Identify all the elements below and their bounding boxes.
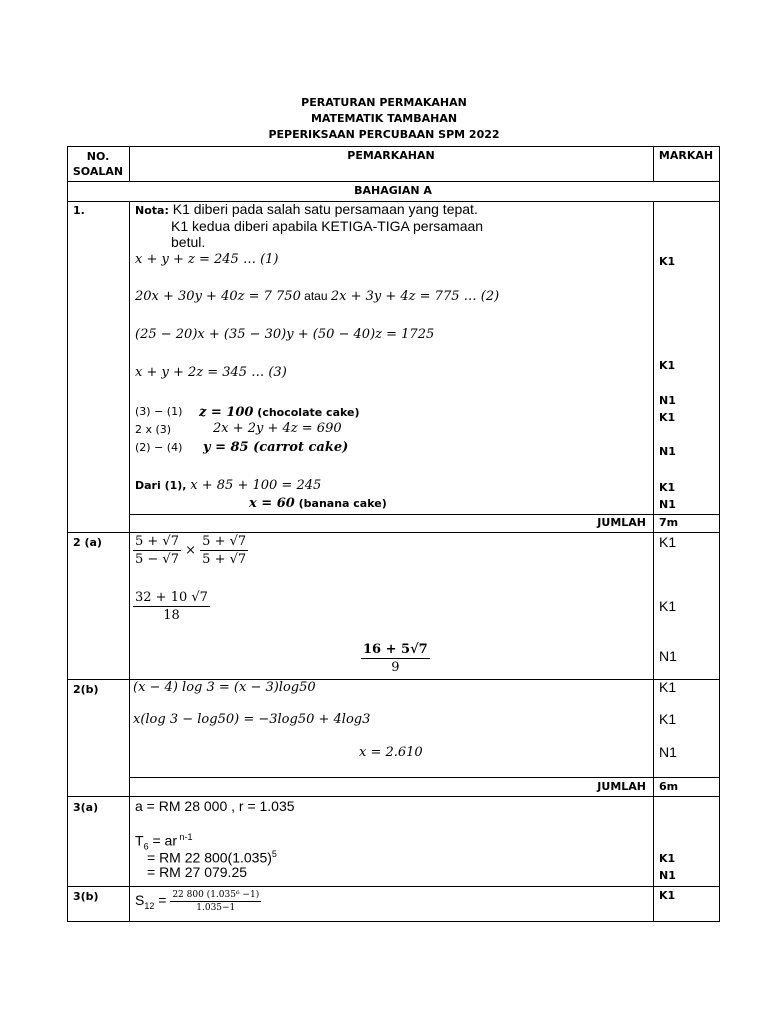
fraction [133, 534, 181, 567]
substitution-exponent: 5 [271, 849, 277, 859]
step-2-label: 2 x (3) [135, 423, 172, 436]
header-no-text: NO. [86, 150, 110, 163]
fraction-numerator: 22 800 (1.035⁶ −1) [172, 890, 260, 900]
fraction-denominator: 9 [391, 660, 400, 675]
log-equation-2: x(log 3 − log50) = −3log50 + 4log3 [133, 712, 371, 727]
question-number: 3(a) [73, 801, 99, 814]
equation-3: (25 − 20)x + (35 − 30)y + (50 − 40)z = 1725 [135, 327, 435, 342]
row-divider [67, 886, 720, 887]
fraction-denominator: 5 − √7 [135, 552, 179, 567]
question-number: 2 (a) [73, 536, 102, 549]
table-border-top [67, 146, 720, 147]
table-border-bottom [67, 921, 720, 922]
fraction [361, 642, 430, 675]
final-equation: x = 60 [249, 496, 295, 511]
sum-symbol: S [135, 892, 145, 909]
mark-k1: K1 [659, 889, 676, 902]
mark-n1: N1 [659, 869, 676, 882]
table-border-right [719, 146, 720, 922]
fraction-denominator: 1.035−1 [196, 903, 236, 913]
fraction-answer [361, 642, 430, 675]
final-answer [249, 494, 387, 512]
equation-2b: 2x + 3y + 4z = 775 … (2) [330, 289, 500, 304]
step-3-equation: y = 85 (carrot cake) [203, 440, 349, 455]
fraction-simplified [133, 590, 210, 623]
row-divider [67, 796, 720, 797]
term-symbol: T [135, 832, 144, 849]
row-divider [67, 532, 720, 533]
document-title-block [0, 95, 768, 143]
fraction [170, 890, 261, 913]
log-equation-1: (x − 4) log 3 = (x − 3)log50 [133, 680, 316, 695]
fraction-numerator: 5 + √7 [135, 534, 179, 549]
fraction-product [133, 534, 248, 567]
step-1 [199, 403, 360, 421]
nota-line-3: betul. [171, 234, 206, 250]
fraction-numerator: 5 + √7 [202, 534, 247, 549]
equation-1: x + y + z = 245 … (1) [135, 252, 279, 267]
mark-k1: K1 [659, 255, 676, 268]
step-3-label: (2) − (4) [135, 441, 183, 454]
header-soalan-text: SOALAN [72, 165, 124, 178]
term-subscript: 6 [143, 841, 149, 852]
total-label: JUMLAH [597, 780, 646, 793]
column-divider [129, 201, 130, 922]
mark-k1: K1 [659, 679, 677, 695]
step-2-equation: 2x + 2y + 4z = 690 [213, 421, 342, 436]
table-border-left [67, 146, 68, 922]
section-heading: BAHAGIAN A [354, 184, 432, 197]
header-markah: MARKAH [658, 149, 714, 162]
question-number: 1. [73, 204, 85, 217]
step-1-label: (3) − (1) [135, 405, 183, 418]
fraction-denominator: 5 + √7 [202, 552, 247, 567]
sum-formula [135, 890, 261, 913]
total-label: JUMLAH [597, 516, 646, 529]
total-marks: 7m [659, 516, 679, 529]
header-pemarkahan: PEMARKAHAN [347, 149, 435, 162]
equals-sign: = [154, 892, 167, 909]
equation-4: x + y + 2z = 345 … (3) [135, 365, 287, 380]
mark-k1: K1 [659, 852, 676, 865]
dari-equation: x + 85 + 100 = 245 [190, 478, 322, 493]
substitution-text: = RM 22 800(1.035) [147, 849, 272, 866]
fraction [200, 534, 248, 567]
dari-line [135, 476, 321, 494]
nota-label: Nota: [135, 204, 169, 217]
marking-scheme-table [67, 146, 720, 922]
log-answer: x = 2.610 [359, 745, 423, 760]
equation-2 [135, 289, 499, 304]
sum-subscript: 12 [144, 901, 155, 911]
step-1-equation: z = 100 [199, 405, 254, 420]
mark-k1: K1 [659, 481, 676, 494]
title-line-3: PEPERIKSAAN PERCUBAAN SPM 2022 [268, 128, 500, 141]
term-superscript: n-1 [176, 832, 193, 842]
column-divider [653, 201, 654, 922]
nota-text: K1 diberi pada salah satu persamaan yang tepat. [168, 201, 478, 217]
mark-n1: N1 [659, 498, 676, 511]
header-no-soalan [67, 149, 129, 179]
mark-k1: K1 [659, 598, 677, 614]
given-values: a = RM 28 000 , r = 1.035 [135, 798, 295, 814]
atau-text: atau [300, 289, 331, 303]
nota-line-2: K1 kedua diberi apabila KETIGA-TIGA persamaan [171, 218, 484, 234]
fraction [133, 590, 210, 623]
fraction-numerator: 32 + 10 √7 [135, 590, 208, 605]
row-divider [129, 777, 720, 778]
mark-n1: N1 [659, 445, 676, 458]
row-divider [129, 514, 720, 515]
term-answer: = RM 27 079.25 [147, 864, 248, 880]
mark-k1: K1 [659, 411, 676, 424]
final-note: (banana cake) [294, 497, 387, 510]
mark-k1: K1 [659, 534, 677, 550]
question-number: 3(b) [73, 890, 99, 903]
mark-n1: N1 [659, 394, 676, 407]
term-formula-text: = ar [148, 832, 177, 849]
dari-label: Dari (1), [135, 479, 191, 492]
equation-2a: 20x + 30y + 40z = 7 750 [135, 289, 301, 304]
mark-n1: N1 [659, 744, 677, 760]
fraction-denominator: 18 [163, 608, 180, 623]
mark-n1: N1 [659, 648, 677, 664]
mark-k1: K1 [659, 711, 677, 727]
times-sign: × [185, 543, 197, 558]
title-line-1: PERATURAN PERMAKAHAN [301, 96, 467, 109]
fraction-numerator: 16 + 5√7 [363, 642, 428, 657]
step-1-note: (chocolate cake) [253, 406, 360, 419]
question-number: 2(b) [73, 683, 99, 696]
mark-k1: K1 [659, 359, 676, 372]
title-line-2: MATEMATIK TAMBAHAN [310, 112, 458, 125]
total-marks: 6m [659, 780, 679, 793]
row-divider [67, 181, 720, 182]
nota-line-1 [135, 201, 478, 217]
